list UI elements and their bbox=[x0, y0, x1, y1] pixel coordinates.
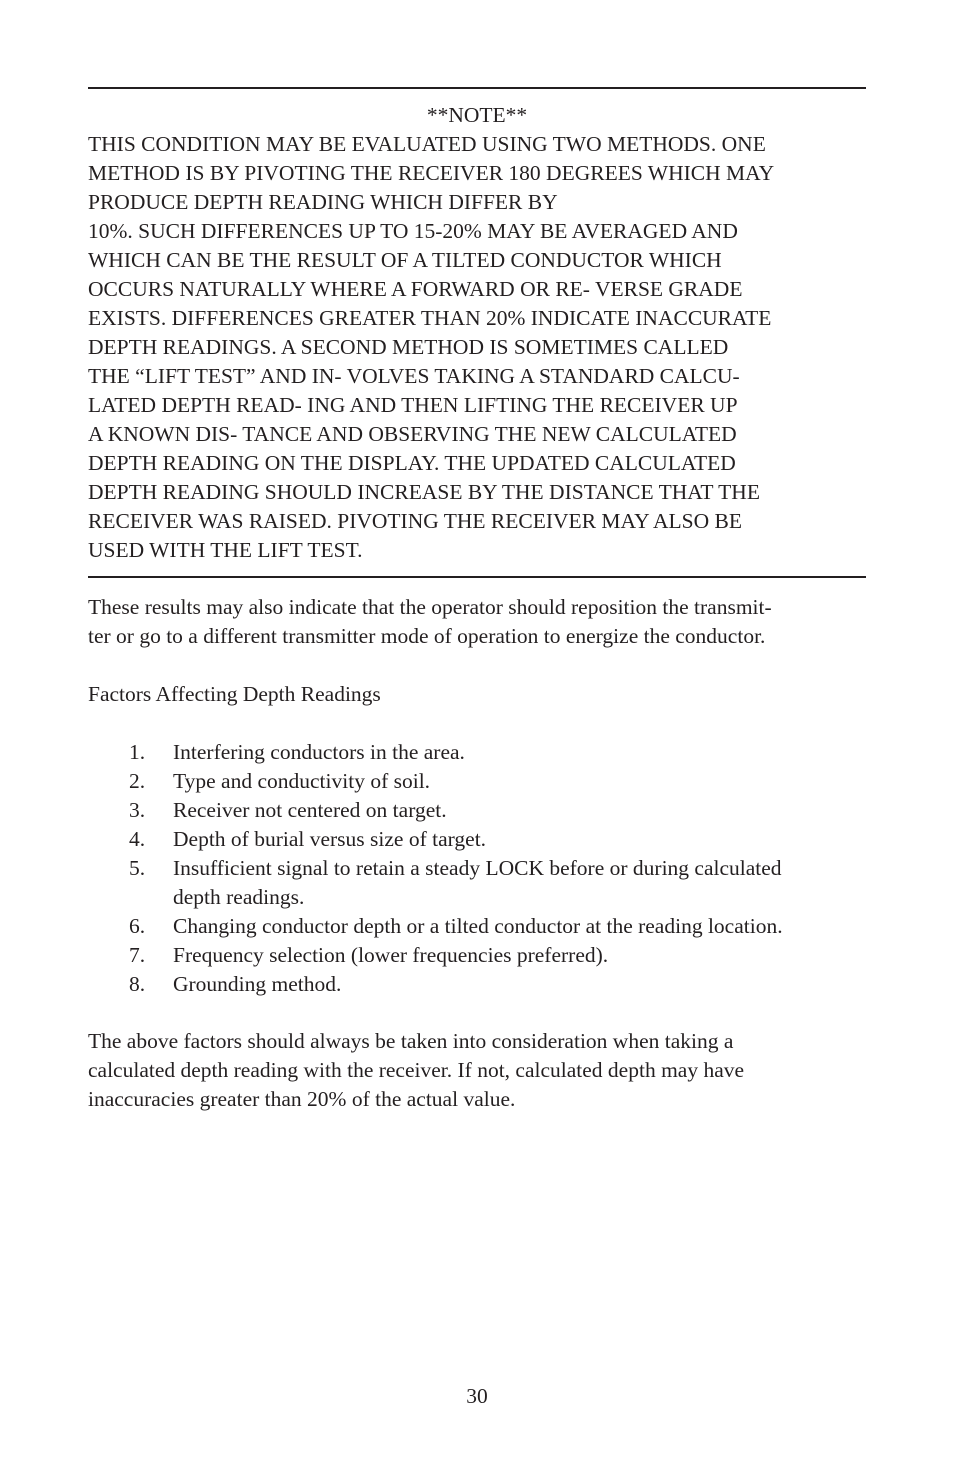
note-line: METHOD IS BY PIVOTING THE RECEIVER 180 DEGREES WHICH MAY bbox=[88, 161, 775, 185]
note-line: PRODUCE DEPTH READING WHICH DIFFER BY bbox=[88, 190, 558, 214]
note-line: THE “LIFT TEST” AND IN- VOLVES TAKING A STANDARD CALCU- bbox=[88, 364, 740, 388]
factors-list bbox=[88, 738, 866, 999]
paragraph-line: calculated depth reading with the receiver. If not, calculated depth may have bbox=[88, 1058, 745, 1082]
list-item-text: Changing conductor depth or a tilted conductor at the reading location. bbox=[173, 914, 783, 938]
note-bottom-rule bbox=[88, 576, 866, 578]
list-item-number: 4. bbox=[129, 827, 146, 851]
paragraph-line: The above factors should always be taken into consideration when taking a bbox=[88, 1029, 734, 1053]
list-item-text: Interfering conductors in the area. bbox=[173, 740, 465, 764]
list-item-text: Receiver not centered on target. bbox=[173, 798, 447, 822]
paragraph-line: These results may also indicate that the operator should reposition the transmit- bbox=[88, 595, 772, 619]
note-line: EXISTS. DIFFERENCES GREATER THAN 20% INDICATE INACCURATE bbox=[88, 306, 772, 330]
note-line: DEPTH READINGS. A SECOND METHOD IS SOMETIMES CALLED bbox=[88, 335, 729, 359]
list-item-number: 8. bbox=[129, 972, 146, 996]
note-line: USED WITH THE LIFT TEST. bbox=[88, 538, 363, 562]
list-item bbox=[88, 854, 866, 912]
list-item bbox=[88, 796, 866, 825]
list-item bbox=[88, 825, 866, 854]
list-item-number: 7. bbox=[129, 943, 146, 967]
list-item bbox=[88, 970, 866, 999]
note-line: DEPTH READING SHOULD INCREASE BY THE DISTANCE THAT THE bbox=[88, 480, 760, 504]
list-item-text: Frequency selection (lower frequencies preferred). bbox=[173, 943, 609, 967]
list-item-number: 6. bbox=[129, 914, 146, 938]
body-paragraph-reposition bbox=[88, 593, 866, 651]
paragraph-line: ter or go to a different transmitter mode of operation to energize the conductor. bbox=[88, 624, 766, 648]
list-item-text: Depth of burial versus size of target. bbox=[173, 827, 487, 851]
list-item bbox=[88, 941, 866, 970]
list-item-number: 5. bbox=[129, 856, 146, 880]
note-line: THIS CONDITION MAY BE EVALUATED USING TWO METHODS. ONE bbox=[88, 132, 766, 156]
note-line: OCCURS NATURALLY WHERE A FORWARD OR RE- VERSE GRADE bbox=[88, 277, 743, 301]
note-line: RECEIVER WAS RAISED. PIVOTING THE RECEIVER MAY ALSO BE bbox=[88, 509, 742, 533]
note-body bbox=[88, 130, 866, 565]
list-item bbox=[88, 912, 866, 941]
note-line: LATED DEPTH READ- ING AND THEN LIFTING THE RECEIVER UP bbox=[88, 393, 738, 417]
list-item bbox=[88, 738, 866, 767]
note-line: WHICH CAN BE THE RESULT OF A TILTED CONDUCTOR WHICH bbox=[88, 248, 722, 272]
list-item-text: Insufficient signal to retain a steady LOCK before or during calculated bbox=[173, 856, 782, 880]
note-line: DEPTH READING ON THE DISPLAY. THE UPDATED CALCULATED bbox=[88, 451, 736, 475]
list-item-text: depth readings. bbox=[173, 885, 305, 909]
paragraph-line: inaccuracies greater than 20% of the actual value. bbox=[88, 1087, 516, 1111]
note-line: 10%. SUCH DIFFERENCES UP TO 15-20% MAY BE AVERAGED AND bbox=[88, 219, 738, 243]
page-number: 30 bbox=[466, 1384, 488, 1408]
list-item bbox=[88, 767, 866, 796]
note-line: A KNOWN DIS- TANCE AND OBSERVING THE NEW CALCULATED bbox=[88, 422, 737, 446]
note-top-rule bbox=[88, 87, 866, 89]
factors-heading: Factors Affecting Depth Readings bbox=[88, 682, 381, 706]
note-title: **NOTE** bbox=[426, 103, 528, 127]
body-paragraph-considerations bbox=[88, 1027, 866, 1114]
list-item-number: 1. bbox=[129, 740, 146, 764]
list-item-text: Type and conductivity of soil. bbox=[173, 769, 431, 793]
list-item-number: 3. bbox=[129, 798, 146, 822]
list-item-number: 2. bbox=[129, 769, 146, 793]
list-item-text: Grounding method. bbox=[173, 972, 342, 996]
